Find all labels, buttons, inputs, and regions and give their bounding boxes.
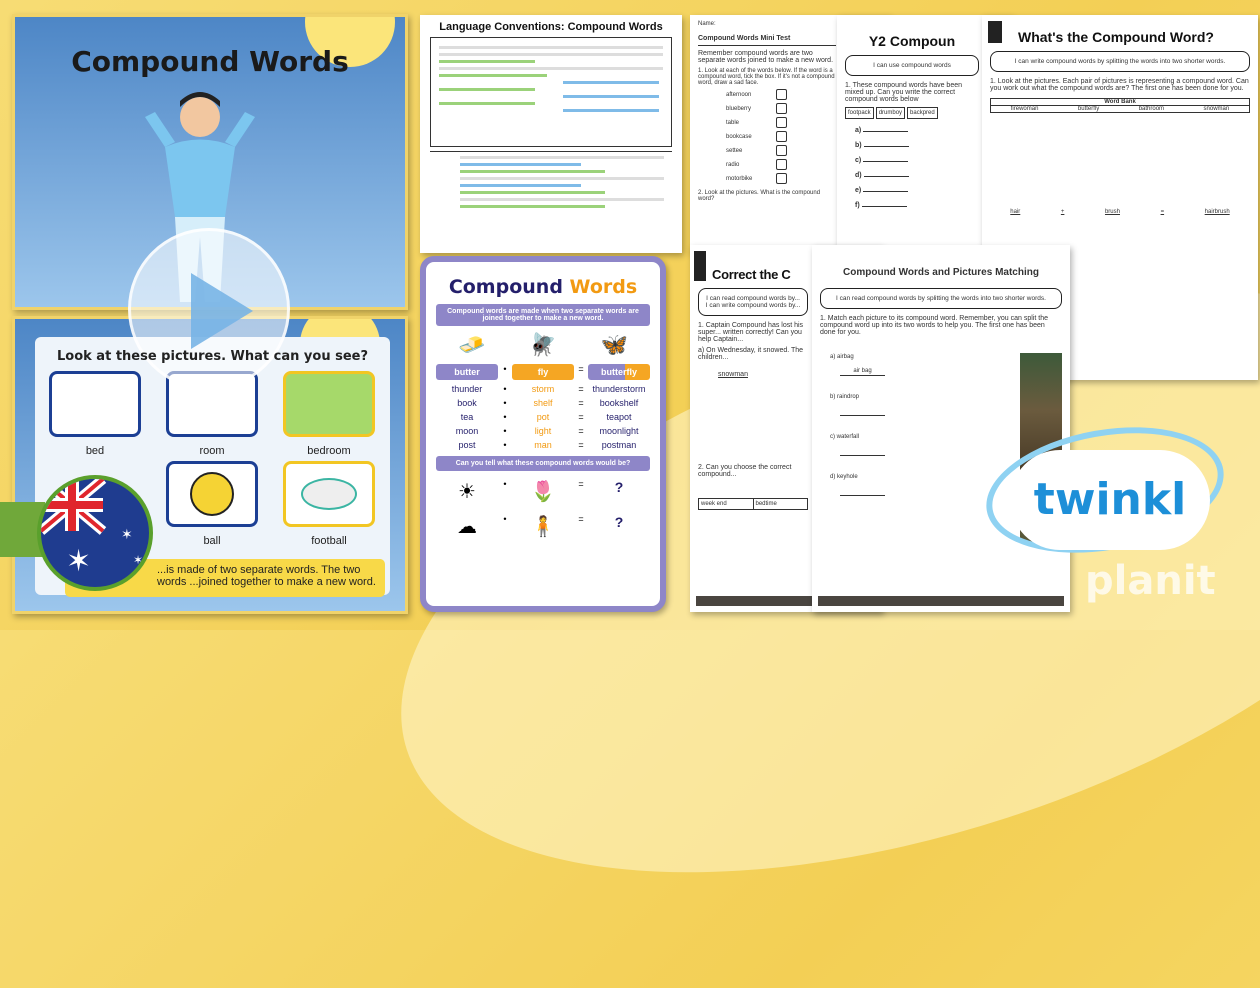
mystery-grid: ☀ • 🌷 = ? ☁ • 🧍 = ? — [436, 479, 650, 539]
bedroom-picture — [283, 371, 375, 437]
fly-icon: 🪰 — [529, 332, 557, 357]
question-1: 1. Match each picture to its compound word. Remember, you can split the compound word up into its two words to help you. The first one has been done for you. — [820, 315, 1049, 336]
poster-question: Can you tell what these compound words would be? — [436, 456, 650, 471]
tick-checkbox[interactable] — [776, 103, 787, 114]
svg-text:✶: ✶ — [66, 545, 92, 578]
match-item-label: b) raindrop — [830, 394, 860, 400]
match-answer-blank[interactable] — [840, 488, 885, 496]
tick-checkbox[interactable] — [776, 131, 787, 142]
match-item-label: d) keyhole — [830, 474, 858, 480]
answer-blank[interactable] — [863, 131, 908, 132]
answer-blank[interactable] — [863, 191, 908, 192]
answer-line — [855, 142, 979, 149]
answer-line — [855, 187, 979, 194]
picture-label: ball — [203, 535, 221, 547]
word-bank: Word Bank firewoman butterfly bathroom snowman — [990, 98, 1250, 113]
answer-line — [855, 202, 979, 209]
answer-line — [855, 127, 979, 134]
svg-text:✶: ✶ — [133, 553, 144, 567]
poster-intro: Compound words are made when two separate words are joined together to make a new word. — [436, 304, 650, 326]
options-table: week end bedtime — [698, 498, 808, 510]
word-item — [726, 173, 836, 184]
answer-line — [855, 172, 979, 179]
word-label: radio — [726, 161, 740, 168]
answer-a: snowman — [718, 371, 748, 378]
answer-blank[interactable] — [864, 176, 909, 177]
worksheet-title: Compound Words and Pictures Matching — [843, 267, 1039, 278]
slide-title-text: Compound Words — [71, 45, 349, 78]
answer-blank[interactable] — [863, 161, 908, 162]
tick-checkbox[interactable] — [776, 173, 787, 184]
play-button[interactable] — [128, 228, 290, 390]
butter-icon: 🧈 — [457, 332, 486, 357]
word-item — [726, 145, 836, 156]
worksheet-title: Correct the C — [712, 267, 791, 282]
intro-text: Remember compound words are two separate words joined to make a new word. — [698, 50, 834, 64]
word-label: table — [726, 119, 740, 126]
answer-letter: c) — [855, 157, 862, 164]
question-1: 1. Look at each of the words below. If the word is a compound word, tick the box. If it's not a compound word, draw a sad face. — [698, 68, 835, 86]
match-item-label: c) waterfall — [830, 434, 860, 440]
picture-label: bed — [85, 445, 105, 457]
match-item-label: a) airbag — [830, 354, 854, 360]
objective-box: I can read compound words by... I can write compound words by... — [698, 288, 808, 316]
tick-checkbox[interactable] — [776, 159, 787, 170]
word-label: afternoon — [726, 91, 752, 98]
sentence-a: a) On Wednesday, it snowed. The children... — [698, 347, 804, 361]
answer-letter: d) — [855, 172, 862, 179]
word-item — [726, 131, 836, 142]
cloud-icon: ☁ — [457, 516, 477, 538]
worksheet-title: What's the Compound Word? — [1018, 29, 1214, 45]
word-list — [698, 89, 836, 184]
word-label: settee — [726, 147, 743, 154]
man-icon: 🧍 — [530, 516, 556, 538]
poster-title: Compound Words — [448, 276, 638, 298]
objective-box: I can read compound words by splitting the words into two shorter words. — [820, 288, 1062, 309]
match-answer-blank[interactable]: air bag — [840, 368, 885, 376]
answer-letter: f) — [855, 202, 860, 209]
answer-line — [855, 157, 979, 164]
definition-note: ...is made of two separate words. The two words ...joined together to make a new word. — [65, 559, 385, 597]
name-label: Name: — [698, 21, 716, 27]
butterfly-icon: 🦋 — [600, 332, 629, 357]
word-item — [726, 117, 836, 128]
match-answer-blank[interactable] — [840, 408, 885, 416]
lesson-plan-title: Language Conventions: Compound Words — [439, 21, 663, 33]
word-bank: footpack drumboy backpred — [845, 107, 979, 119]
objective-box: I can write compound words by splitting the words into two shorter words. — [990, 51, 1250, 72]
answer-lines — [845, 127, 979, 209]
compound-words-poster — [420, 256, 666, 612]
word-label: bookcase — [726, 133, 752, 140]
word-item — [726, 159, 836, 170]
australia-flag-icon — [37, 475, 153, 591]
picture-label: football — [311, 535, 347, 547]
svg-text:✶: ✶ — [121, 526, 133, 542]
word-item — [726, 103, 836, 114]
objective-box: I can use compound words — [845, 55, 979, 76]
flower-icon: 🌷 — [530, 481, 556, 503]
stars-badge-icon — [694, 251, 706, 281]
answer-blank[interactable] — [862, 206, 907, 207]
picture-label: room — [199, 445, 225, 457]
word-label: motorbike — [726, 175, 753, 182]
question-1: 1. These compound words have been mixed up. Can you write the correct compound words below — [845, 82, 963, 103]
worksheet-footer — [818, 596, 1064, 606]
worksheet-title: Compound Words Mini Test — [698, 35, 836, 46]
matching-worksheet — [812, 245, 1070, 612]
panel-heading: Look at these pictures. What can you see? — [56, 349, 369, 364]
sun-icon: ☀ — [458, 481, 476, 503]
word-item — [726, 89, 836, 100]
answer-row: hair + brush = hairbrush — [1010, 209, 1230, 215]
stars-badge-icon — [988, 21, 1002, 43]
question-1: 1. Look at the pictures. Each pair of pictures is representing a compound word. Can you work out what the compound words are? The first one has been done for you. — [990, 78, 1249, 92]
planit-logo: planit — [1085, 558, 1216, 604]
football-picture — [283, 461, 375, 527]
bed-picture — [49, 371, 141, 437]
worksheet-title: Y2 Compoun — [868, 33, 956, 49]
ball-picture — [166, 461, 258, 527]
tick-checkbox[interactable] — [776, 89, 787, 100]
compound-grid: butter • fly = butterfly thunder • storm = thunderstorm book • shelf = bookshelf tea • pot = teapot moon • light = moonlight post • man = postman — [436, 364, 650, 450]
tick-checkbox[interactable] — [776, 145, 787, 156]
question-2: 2. Can you choose the correct compound... — [698, 464, 792, 478]
picture-label: bedroom — [307, 445, 351, 457]
answer-letter: e) — [855, 187, 862, 194]
lesson-plan-page — [420, 15, 682, 253]
answer-blank[interactable] — [864, 146, 909, 147]
question-2: 2. Look at the pictures. What is the compound word? — [698, 190, 821, 202]
answer-letter: b) — [855, 142, 862, 149]
twinkl-logo: twinkl — [1010, 450, 1210, 550]
word-label: blueberry — [726, 105, 752, 112]
tick-checkbox[interactable] — [776, 117, 787, 128]
example-pictures — [436, 332, 650, 358]
match-answer-blank[interactable] — [840, 448, 885, 456]
answer-letter: a) — [855, 127, 862, 134]
question-1: 1. Captain Compound has lost his super... written correctly! Can you help Captain... — [698, 322, 804, 343]
